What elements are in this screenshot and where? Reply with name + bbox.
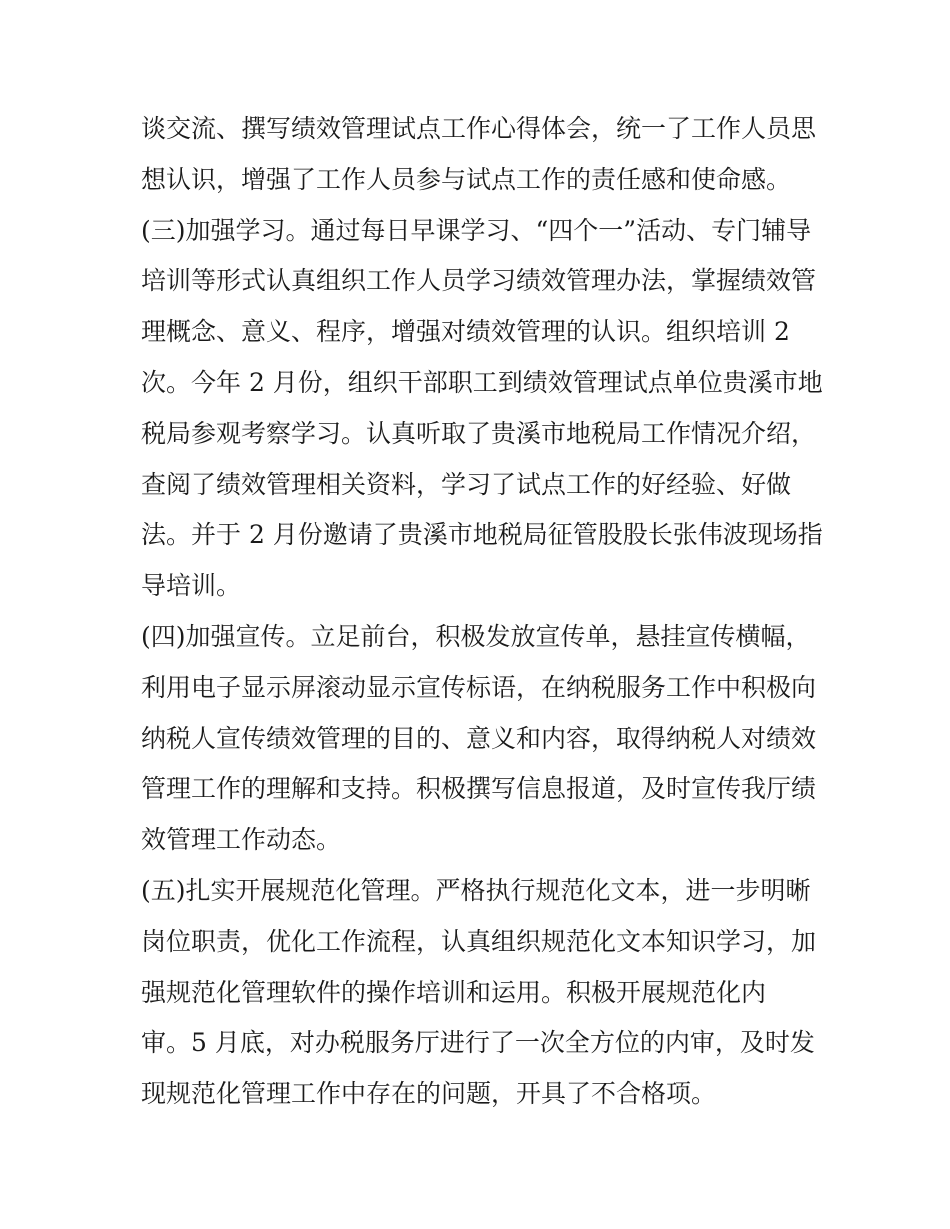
text-line: 利用电子显示屏滚动显示宣传标语，在纳税服务工作中积极向 [141,672,817,702]
text-line: 强规范化管理软件的操作培训和运用。积极开展规范化内 [141,977,767,1007]
text-line: 想认识，增强了工作人员参与试点工作的责任感和使命感。 [141,164,792,194]
text-line: 审。5 月底，对办税服务厅进行了一次全方位的内审，及时发 [141,1028,815,1058]
text-line: 导培训。 [141,571,242,601]
document-body [141,104,821,1120]
text-line: 谈交流、撰写绩效管理试点工作心得体会，统一了工作人员思 [141,114,817,143]
text-line: 理概念、意义、程序，增强对绩效管理的认识。组织培训 2 [141,317,790,347]
text-line: 岗位职责，优化工作流程，认真组织规范化文本知识学习，加 [141,926,817,956]
text-line: (四)加强宣传。立足前台，积极发放宣传单，悬挂宣传横幅， [141,621,811,651]
text-line: 培训等形式认真组织工作人员学习绩效管理办法，掌握绩效管 [141,266,817,296]
text-line: 效管理工作动态。 [141,825,342,855]
text-line: (三)加强学习。通过每日早课学习、“四个一”活动、专门辅导 [141,215,812,245]
text-line: 税局参观考察学习。认真听取了贵溪市地税局工作情况介绍， [141,418,817,448]
text-line: 纳税人宣传绩效管理的目的、意义和内容，取得纳税人对绩效 [141,723,817,753]
text-line: 管理工作的理解和支持。积极撰写信息报道，及时宣传我厅绩 [141,774,817,804]
text-line: 法。并于 2 月份邀请了贵溪市地税局征管股股长张伟波现场指 [141,520,823,550]
text-line: 现规范化管理工作中存在的问题，开具了不合格项。 [141,1079,717,1109]
text-line: 次。今年 2 月份，组织干部职工到绩效管理试点单位贵溪市地 [141,367,823,397]
text-line: (五)扎实开展规范化管理。严格执行规范化文本，进一步明晰 [141,875,811,905]
text-line: 查阅了绩效管理相关资料，学习了试点工作的好经验、好做 [141,469,792,499]
